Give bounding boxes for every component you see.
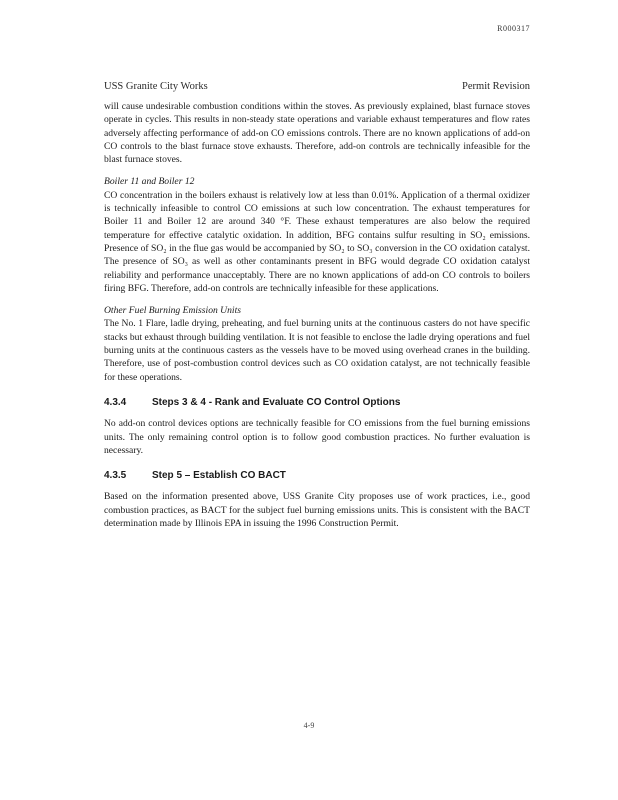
section-number: 4.3.4 — [104, 396, 127, 408]
section-title: Steps 3 & 4 - Rank and Evaluate CO Control Options — [152, 396, 401, 408]
section-number: 4.3.5 — [104, 470, 127, 482]
boilers-paragraph: CO concentration in the boilers exhaust is relatively low at less than 0.01%. Application of a thermal oxidizer is technically infeasible to control CO emissions at such low concentration. The exhaust temperatures for Boiler 11 and Boiler 12 are around 340 °F. These exhaust temperatures are also below the required temperature for effective catalytic oxidation. In addition, BFG contains sulfur resulting in SO₂ emissions. Presence of SO₂ in the flue gas would be accompanied by SO₂ to SO₃ conversion in the CO oxidation catalyst. The presence of SO₃ as well as other contaminants present in BFG would degrade CO oxidation catalyst reliability and performance unacceptably. There are no known applications of add-on CO controls to boilers firing BFG. Therefore, add-on controls are technically infeasible for these applications. — [104, 189, 530, 294]
header-document-type: Permit Revision — [462, 81, 530, 92]
section-heading-4-3-4 — [104, 396, 530, 409]
header-facility-name: USS Granite City Works — [104, 81, 208, 92]
page-number: 4-9 — [303, 721, 315, 730]
section-title: Step 5 – Establish CO BACT — [152, 470, 286, 482]
other-units-subheading: Other Fuel Burning Emission Units — [104, 305, 241, 317]
section-4-3-4-paragraph: No add-on control devices options are technically feasible for CO emissions from the fuel burning emissions units. The only remaining control option is to follow good combustion practices. No further evaluation is necessary. — [104, 418, 530, 456]
other-units-paragraph: The No. 1 Flare, ladle drying, preheating, and fuel burning units at the continuous casters do not have specific stacks but exhaust through building ventilation. It is not feasible to enclose the ladle drying operations and fuel burning units at the continuous casters as the vessels have to be moved using overhead cranes in the building. Therefore, use of post-combustion control devices such as CO oxidation catalyst, are not technically feasible for these operations. — [104, 318, 530, 383]
page-header — [104, 81, 530, 92]
section-heading-4-3-5 — [104, 469, 530, 482]
document-body — [104, 100, 530, 538]
intro-paragraph: will cause undesirable combustion conditions within the stoves. As previously explained, blast furnace stoves operate in cycles. This results in non-steady state operations and variable exhaust temperatures and flow rates adversely affecting performance of add-on CO emissions controls. There are no known applications of add-on CO controls to the blast furnace stove exhausts. Therefore, add-on controls are technically infeasible for the blast furnace stoves. — [104, 101, 530, 166]
boilers-subheading: Boiler 11 and Boiler 12 — [104, 176, 195, 188]
document-id: R000317 — [497, 24, 530, 33]
section-4-3-5-paragraph: Based on the information presented above, USS Granite City proposes use of work practices, i.e., good combustion practices, as BACT for the subject fuel burning emissions units. This is consistent with the BACT determination made by Illinois EPA in issuing the 1996 Construction Permit. — [104, 491, 530, 530]
